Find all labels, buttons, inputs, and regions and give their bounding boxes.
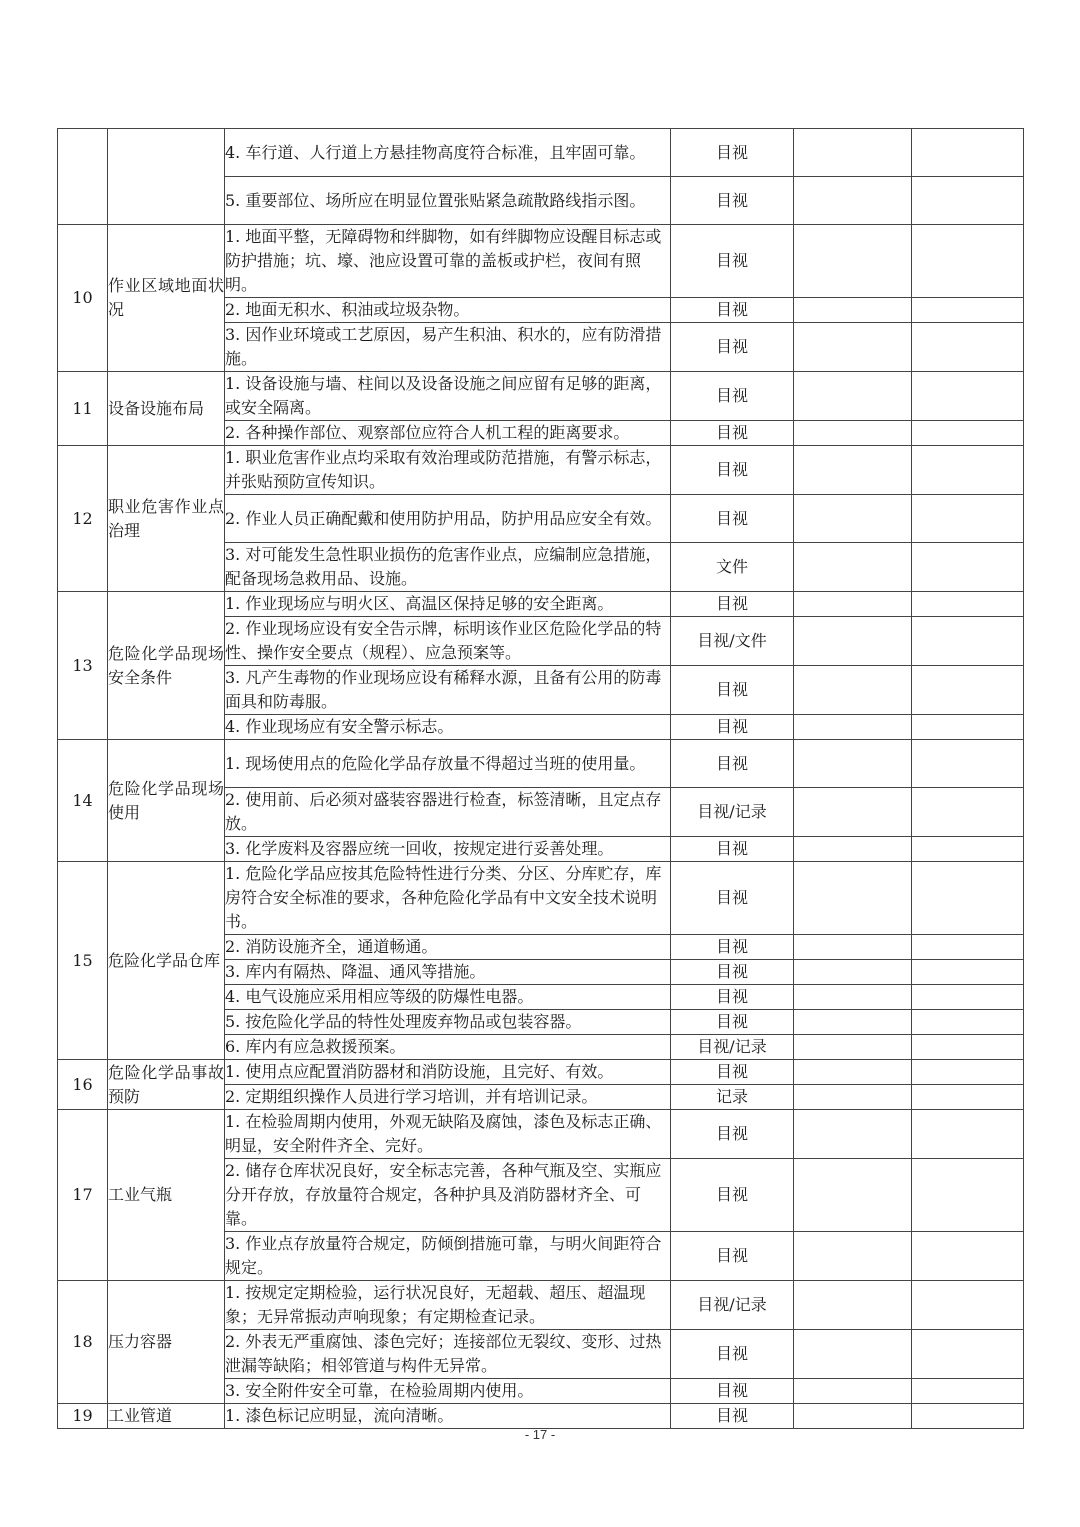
remark-cell — [912, 225, 1024, 298]
check-requirement: 1. 职业危害作业点均采取有效治理或防范措施，有警示标志，并张贴预防宣传知识。 — [225, 446, 671, 495]
result-cell — [794, 543, 912, 592]
result-cell — [794, 960, 912, 985]
result-cell — [794, 495, 912, 543]
check-method: 目视 — [671, 1010, 794, 1035]
check-requirement: 1. 危险化学品应按其危险特性进行分类、分区、分库贮存，库房符合安全标准的要求，各种危险化学品有中文安全技术说明书。 — [225, 862, 671, 935]
remark-cell — [912, 935, 1024, 960]
check-method: 目视 — [671, 666, 794, 715]
result-cell — [794, 129, 912, 177]
remark-cell — [912, 543, 1024, 592]
check-method: 目视 — [671, 421, 794, 446]
remark-cell — [912, 1159, 1024, 1232]
check-requirement: 2. 定期组织操作人员进行学习培训，并有培训记录。 — [225, 1085, 671, 1110]
check-requirement: 4. 车行道、人行道上方悬挂物高度符合标准，且牢固可靠。 — [225, 129, 671, 177]
remark-cell — [912, 788, 1024, 837]
result-cell — [794, 1404, 912, 1429]
remark-cell — [912, 1232, 1024, 1281]
item-number: 17 — [58, 1110, 108, 1281]
check-requirement: 1. 地面平整，无障碍物和绊脚物，如有绊脚物应设醒目标志或防护措施；坑、壕、池应设置可靠的盖板或护栏，夜间有照明。 — [225, 225, 671, 298]
table-row — [58, 446, 1024, 495]
check-requirement: 2. 地面无积水、积油或垃圾杂物。 — [225, 298, 671, 323]
remark-cell — [912, 446, 1024, 495]
check-method: 目视 — [671, 935, 794, 960]
result-cell — [794, 372, 912, 421]
check-requirement: 4. 电气设施应采用相应等级的防爆性电器。 — [225, 985, 671, 1010]
item-name: 危险化学品仓库 — [108, 862, 225, 1060]
table-row — [58, 1060, 1024, 1085]
check-requirement: 2. 作业人员正确配戴和使用防护用品，防护用品应安全有效。 — [225, 495, 671, 543]
remark-cell — [912, 740, 1024, 788]
item-number: 13 — [58, 592, 108, 740]
check-requirement: 2. 外表无严重腐蚀、漆色完好；连接部位无裂纹、变形、过热泄漏等缺陷；相邻管道与构件无异常。 — [225, 1330, 671, 1379]
result-cell — [794, 617, 912, 666]
table-row — [58, 372, 1024, 421]
check-requirement: 4. 作业现场应有安全警示标志。 — [225, 715, 671, 740]
remark-cell — [912, 1330, 1024, 1379]
check-requirement: 6. 库内有应急救援预案。 — [225, 1035, 671, 1060]
item-name — [108, 129, 225, 225]
remark-cell — [912, 1035, 1024, 1060]
check-requirement: 2. 储存仓库状况良好，安全标志完善，各种气瓶及空、实瓶应分开存放，存放量符合规定，各种护具及消防器材齐全、可靠。 — [225, 1159, 671, 1232]
check-method: 目视 — [671, 1110, 794, 1159]
result-cell — [794, 1281, 912, 1330]
check-requirement: 2. 消防设施齐全，通道畅通。 — [225, 935, 671, 960]
item-name: 作业区域地面状况 — [108, 225, 225, 372]
check-method: 目视 — [671, 862, 794, 935]
remark-cell — [912, 985, 1024, 1010]
item-number: 16 — [58, 1060, 108, 1110]
result-cell — [794, 1010, 912, 1035]
item-number — [58, 129, 108, 225]
result-cell — [794, 715, 912, 740]
check-method: 目视 — [671, 177, 794, 225]
result-cell — [794, 740, 912, 788]
result-cell — [794, 1110, 912, 1159]
remark-cell — [912, 1085, 1024, 1110]
item-name: 工业气瓶 — [108, 1110, 225, 1281]
check-method: 目视/记录 — [671, 788, 794, 837]
check-requirement: 2. 作业现场应设有安全告示牌，标明该作业区危险化学品的特性、操作安全要点（规程）、应急预案等。 — [225, 617, 671, 666]
check-method: 目视 — [671, 446, 794, 495]
check-requirement: 3. 凡产生毒物的作业现场应设有稀释水源，且备有公用的防毒面具和防毒服。 — [225, 666, 671, 715]
check-requirement: 1. 现场使用点的危险化学品存放量不得超过当班的使用量。 — [225, 740, 671, 788]
check-method: 目视 — [671, 1330, 794, 1379]
result-cell — [794, 1379, 912, 1404]
table-row — [58, 592, 1024, 617]
check-requirement: 1. 漆色标记应明显，流向清晰。 — [225, 1404, 671, 1429]
check-requirement: 3. 化学废料及容器应统一回收，按规定进行妥善处理。 — [225, 837, 671, 862]
table-row — [58, 1110, 1024, 1159]
result-cell — [794, 1085, 912, 1110]
check-method: 目视 — [671, 592, 794, 617]
check-requirement: 3. 库内有隔热、降温、通风等措施。 — [225, 960, 671, 985]
check-method: 目视 — [671, 837, 794, 862]
result-cell — [794, 323, 912, 372]
remark-cell — [912, 372, 1024, 421]
table-row — [58, 225, 1024, 298]
table-row — [58, 740, 1024, 788]
remark-cell — [912, 129, 1024, 177]
item-number: 19 — [58, 1404, 108, 1429]
check-method: 目视/记录 — [671, 1035, 794, 1060]
item-number: 11 — [58, 372, 108, 446]
check-method: 目视 — [671, 1404, 794, 1429]
result-cell — [794, 177, 912, 225]
table-row — [58, 862, 1024, 935]
item-name: 工业管道 — [108, 1404, 225, 1429]
check-method: 目视 — [671, 1060, 794, 1085]
item-name: 职业危害作业点治理 — [108, 446, 225, 592]
remark-cell — [912, 960, 1024, 985]
check-requirement: 5. 重要部位、场所应在明显位置张贴紧急疏散路线指示图。 — [225, 177, 671, 225]
remark-cell — [912, 837, 1024, 862]
check-requirement: 1. 作业现场应与明火区、高温区保持足够的安全距离。 — [225, 592, 671, 617]
remark-cell — [912, 495, 1024, 543]
check-requirement: 3. 因作业环境或工艺原因，易产生积油、积水的，应有防滑措施。 — [225, 323, 671, 372]
check-method: 目视 — [671, 985, 794, 1010]
item-number: 18 — [58, 1281, 108, 1404]
result-cell — [794, 298, 912, 323]
item-number: 14 — [58, 740, 108, 862]
result-cell — [794, 225, 912, 298]
item-number: 12 — [58, 446, 108, 592]
result-cell — [794, 862, 912, 935]
remark-cell — [912, 1281, 1024, 1330]
check-requirement: 2. 各种操作部位、观察部位应符合人机工程的距离要求。 — [225, 421, 671, 446]
remark-cell — [912, 177, 1024, 225]
check-method: 目视/记录 — [671, 1281, 794, 1330]
check-requirement: 1. 按规定定期检验，运行状况良好，无超载、超压、超温现象；无异常振动声响现象；有定期检查记录。 — [225, 1281, 671, 1330]
check-requirement: 3. 安全附件安全可靠，在检验周期内使用。 — [225, 1379, 671, 1404]
result-cell — [794, 985, 912, 1010]
check-requirement: 3. 对可能发生急性职业损伤的危害作业点，应编制应急措施，配备现场急救用品、设施。 — [225, 543, 671, 592]
check-method: 文件 — [671, 543, 794, 592]
check-method: 记录 — [671, 1085, 794, 1110]
item-number: 15 — [58, 862, 108, 1060]
result-cell — [794, 1060, 912, 1085]
table-row — [58, 1281, 1024, 1330]
check-method: 目视 — [671, 740, 794, 788]
remark-cell — [912, 715, 1024, 740]
check-requirement: 1. 设备设施与墙、柱间以及设备设施之间应留有足够的距离，或安全隔离。 — [225, 372, 671, 421]
check-method: 目视 — [671, 1159, 794, 1232]
result-cell — [794, 1330, 912, 1379]
check-method: 目视 — [671, 960, 794, 985]
remark-cell — [912, 421, 1024, 446]
result-cell — [794, 1159, 912, 1232]
check-requirement: 3. 作业点存放量符合规定，防倾倒措施可靠，与明火间距符合规定。 — [225, 1232, 671, 1281]
item-name: 设备设施布局 — [108, 372, 225, 446]
remark-cell — [912, 1110, 1024, 1159]
result-cell — [794, 1035, 912, 1060]
remark-cell — [912, 666, 1024, 715]
check-requirement: 1. 使用点应配置消防器材和消防设施，且完好、有效。 — [225, 1060, 671, 1085]
check-method: 目视 — [671, 129, 794, 177]
check-requirement: 5. 按危险化学品的特性处理废弃物品或包装容器。 — [225, 1010, 671, 1035]
check-method: 目视 — [671, 225, 794, 298]
result-cell — [794, 837, 912, 862]
result-cell — [794, 592, 912, 617]
result-cell — [794, 446, 912, 495]
result-cell — [794, 788, 912, 837]
table-row — [58, 129, 1024, 177]
check-method: 目视 — [671, 495, 794, 543]
item-name: 压力容器 — [108, 1281, 225, 1404]
item-name: 危险化学品现场安全条件 — [108, 592, 225, 740]
item-name: 危险化学品事故预防 — [108, 1060, 225, 1110]
remark-cell — [912, 1010, 1024, 1035]
remark-cell — [912, 1060, 1024, 1085]
remark-cell — [912, 298, 1024, 323]
check-requirement: 2. 使用前、后必须对盛装容器进行检查，标签清晰，且定点存放。 — [225, 788, 671, 837]
check-method: 目视 — [671, 323, 794, 372]
result-cell — [794, 935, 912, 960]
check-method: 目视 — [671, 298, 794, 323]
page-number: - 17 - — [524, 1427, 556, 1442]
result-cell — [794, 421, 912, 446]
remark-cell — [912, 323, 1024, 372]
check-method: 目视 — [671, 372, 794, 421]
result-cell — [794, 666, 912, 715]
table-row — [58, 1404, 1024, 1429]
item-name: 危险化学品现场使用 — [108, 740, 225, 862]
result-cell — [794, 1232, 912, 1281]
inspection-checklist-table — [57, 128, 1024, 1429]
check-method: 目视 — [671, 715, 794, 740]
check-method: 目视 — [671, 1379, 794, 1404]
remark-cell — [912, 617, 1024, 666]
remark-cell — [912, 592, 1024, 617]
check-method: 目视 — [671, 1232, 794, 1281]
remark-cell — [912, 1404, 1024, 1429]
check-requirement: 1. 在检验周期内使用，外观无缺陷及腐蚀，漆色及标志正确、明显，安全附件齐全、完好。 — [225, 1110, 671, 1159]
item-number: 10 — [58, 225, 108, 372]
remark-cell — [912, 1379, 1024, 1404]
check-method: 目视/文件 — [671, 617, 794, 666]
remark-cell — [912, 862, 1024, 935]
